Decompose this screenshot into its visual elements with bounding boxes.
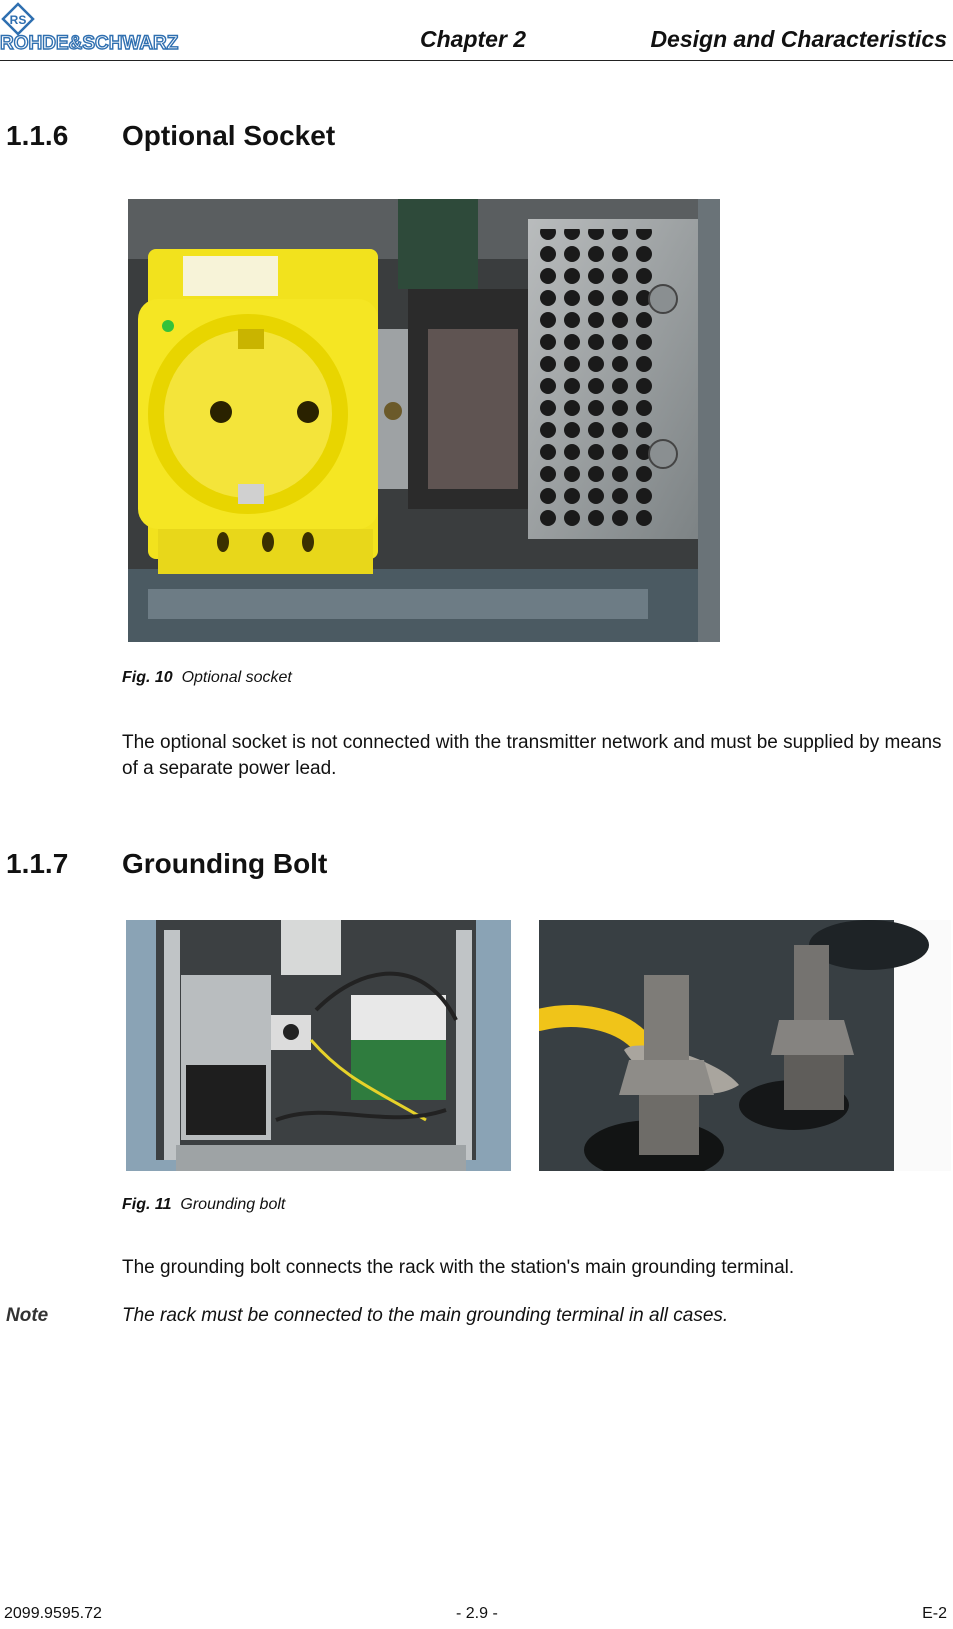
footer-doc-number: 2099.9595.72 — [4, 1605, 102, 1622]
header-chapter: Chapter 2 — [420, 26, 527, 52]
footer-page-number: - 2.9 - — [456, 1605, 498, 1622]
optional-socket-photo — [128, 199, 720, 642]
header-title: Design and Characteristics — [650, 26, 947, 52]
note-label: Note — [6, 1305, 49, 1326]
grounding-bolt-photo — [539, 920, 951, 1171]
footer-edition: E-2 — [922, 1605, 947, 1622]
section-title: Optional Socket — [122, 120, 336, 151]
section-paragraph: The grounding bolt connects the rack with the station's main grounding terminal. — [122, 1257, 795, 1278]
section-title: Grounding Bolt — [122, 848, 328, 879]
figure-caption-text: Grounding bolt — [180, 1196, 286, 1213]
figure-label: Fig. 10 — [122, 669, 173, 686]
section-paragraph: The optional socket is not connected with the transmitter network and must be supplied by means of a separate power lead. — [122, 732, 942, 779]
section-number: 1.1.7 — [6, 848, 69, 879]
figure-11-caption — [122, 1196, 285, 1214]
figure-10-caption — [122, 669, 292, 687]
figure-label: Fig. 11 — [122, 1196, 172, 1213]
header-divider — [0, 60, 953, 61]
logo-wordmark: ROHDE&SCHWARZ — [0, 33, 179, 54]
figure-caption-text: Optional socket — [181, 669, 292, 686]
rack-interior-photo — [126, 920, 511, 1171]
section-number: 1.1.6 — [6, 120, 69, 151]
note-text: The rack must be connected to the main grounding terminal in all cases. — [122, 1305, 729, 1326]
logo-diamond-icon — [3, 4, 33, 34]
svg-text:RS: RS — [9, 13, 27, 27]
rohde-schwarz-logo — [0, 2, 225, 54]
